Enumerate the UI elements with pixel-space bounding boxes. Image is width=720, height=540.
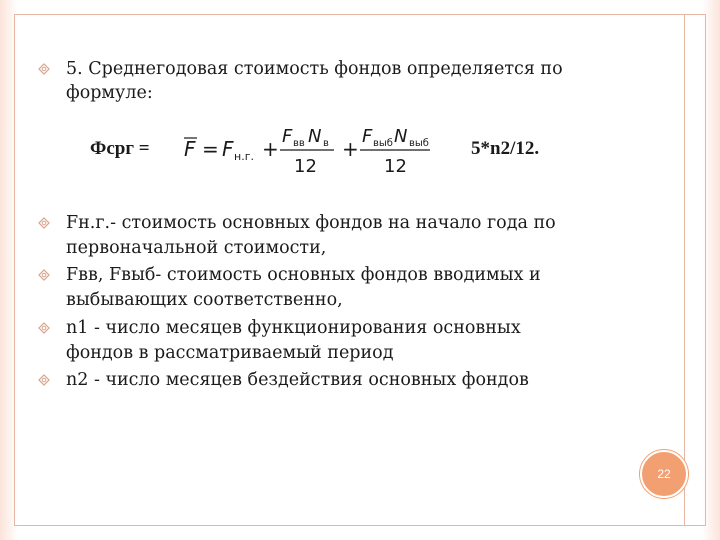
- bullet-icon: [38, 269, 50, 281]
- list-item-continuation: первоначальной стоимости,: [66, 238, 327, 258]
- bullet-icon: [38, 63, 50, 75]
- list-item-continuation: выбывающих соответственно,: [66, 290, 343, 310]
- formula-label: Фсрг =: [90, 138, 150, 159]
- formula-image: [178, 118, 478, 184]
- formula-den-1: 12: [294, 156, 317, 177]
- formula-f-start-sub: н.г.: [234, 150, 254, 163]
- formula-num1-n-sub: в: [323, 138, 329, 149]
- list-item: n2 - число месяцев бездействия основных фондов: [66, 370, 529, 390]
- list-item-continuation: фондов в рассматриваемый период: [66, 343, 394, 363]
- formula-lhs: F: [184, 137, 196, 161]
- bullet-icon: [38, 374, 50, 386]
- list-item: Fн.г.- стоимость основных фондов на начало года по: [66, 213, 556, 233]
- formula-tail: 5*n2/12.: [471, 138, 540, 159]
- list-item: n1 - число месяцев функционирования основных: [66, 318, 521, 338]
- formula-num2-n-sub: выб: [409, 138, 429, 149]
- bullet-icon: [38, 217, 50, 229]
- formula-num1-n: N: [308, 126, 322, 147]
- page-number-badge: [640, 450, 688, 498]
- bullet-icon: [38, 322, 50, 334]
- formula-num1-f-sub: вв: [293, 138, 305, 149]
- formula-f-start: F: [222, 137, 234, 161]
- formula-den-2: 12: [384, 156, 407, 177]
- formula-num2-n: N: [394, 126, 408, 147]
- intro-line-1: 5. Среднегодовая стоимость фондов определяется по: [66, 59, 563, 79]
- page-number: 22: [657, 467, 671, 481]
- formula-plus-2: +: [342, 137, 359, 161]
- formula-num2-f-sub: выб: [373, 138, 393, 149]
- formula-num2-f: F: [362, 126, 373, 147]
- intro-line-2: формуле:: [66, 83, 153, 103]
- formula-plus-1: +: [262, 137, 279, 161]
- formula-eq: =: [202, 137, 219, 161]
- formula-num1-f: F: [282, 126, 293, 147]
- frame-inner-line: [684, 14, 685, 526]
- list-item: Fвв, Fвыб- стоимость основных фондов вводимых и: [66, 265, 541, 285]
